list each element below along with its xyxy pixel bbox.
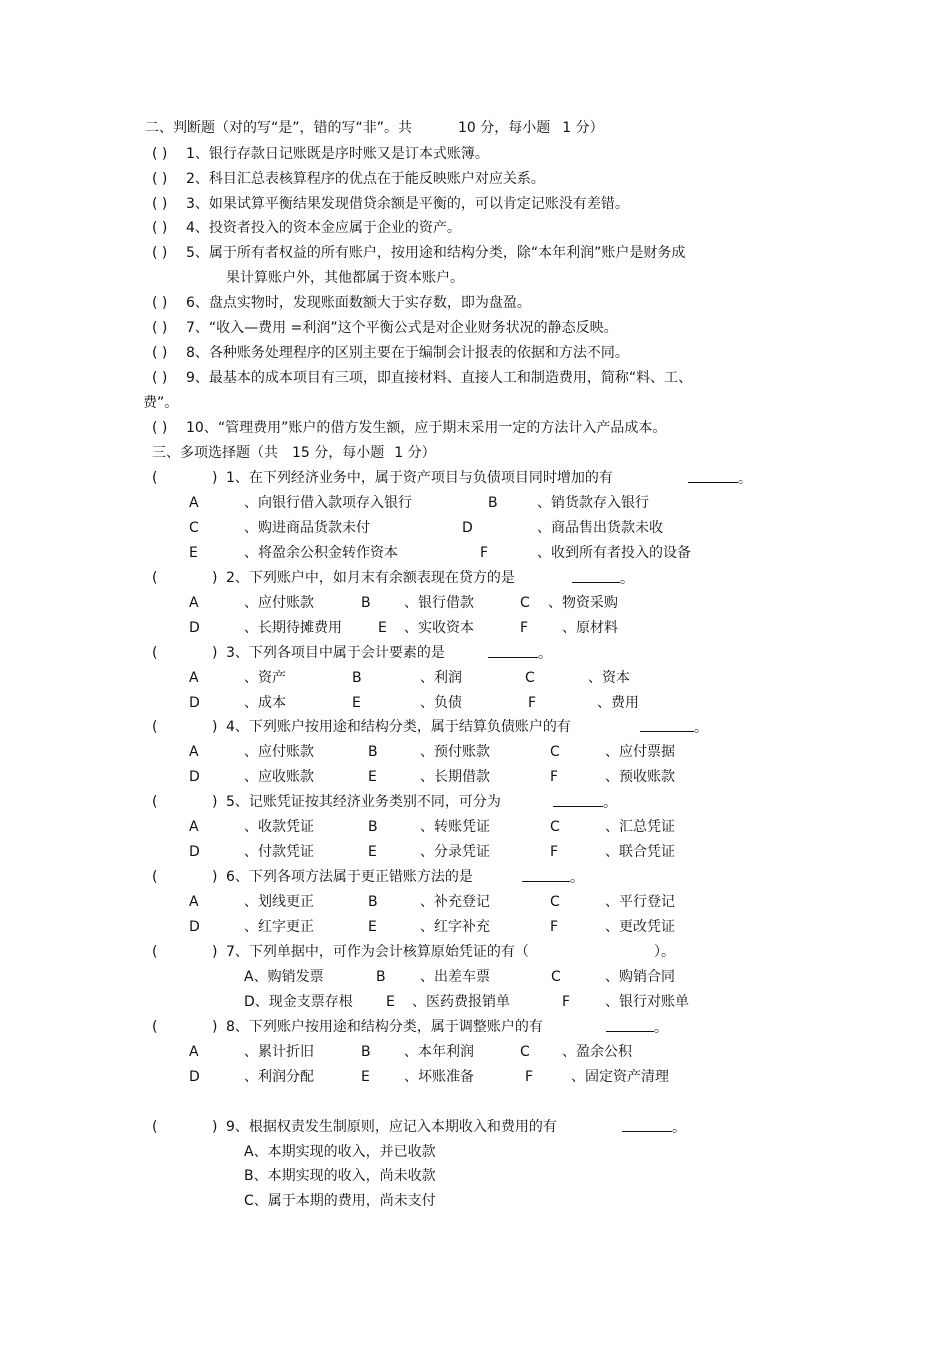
- option-letter: F: [550, 844, 559, 860]
- paren-open: (: [152, 470, 158, 486]
- question-end: 。: [694, 720, 708, 736]
- option-text: 、分录凭证: [420, 844, 490, 860]
- option-text: 、应收账款: [244, 769, 314, 785]
- paren-close: ): [212, 719, 218, 735]
- option-text: 、购销合同: [605, 969, 675, 985]
- option-letter: F: [550, 769, 559, 785]
- option-text: 、成本: [244, 695, 286, 711]
- question-9-blank: [622, 1117, 686, 1138]
- paren-close: ): [212, 570, 218, 586]
- option-text: A、购销发票: [244, 969, 324, 985]
- option-letter: C: [520, 595, 530, 611]
- judge-paren: ( ): [152, 196, 168, 212]
- paren-close: ): [212, 794, 218, 810]
- multi-heading-b: 15 分，每小题: [292, 445, 385, 461]
- option-letter: C: [525, 670, 535, 686]
- option-letter: E: [368, 769, 377, 785]
- paren-close: ): [212, 1019, 218, 1035]
- judge-item-8: 8、各种账务处理程序的区别主要在于编制会计报表的依据和方法不同。: [186, 345, 629, 361]
- judge-paren: ( ): [152, 146, 168, 162]
- option-letter: D: [189, 620, 200, 636]
- option-letter: D: [189, 844, 200, 860]
- option-text: 、联合凭证: [605, 844, 675, 860]
- judge-heading-a: 二、判断题（对的写“是”，错的写“非”。共: [145, 120, 413, 136]
- option-text: 、利润分配: [244, 1069, 314, 1085]
- option-text: 、补充登记: [420, 894, 490, 910]
- question-2-blank: [572, 568, 634, 589]
- option-letter: B: [368, 894, 378, 910]
- option-text: 、收到所有者投入的设备: [537, 545, 691, 561]
- option-letter: C: [550, 819, 560, 835]
- option-letter: E: [378, 620, 387, 636]
- option-text: 、商品售出货款未收: [537, 520, 663, 536]
- option-text: 、资产: [244, 670, 286, 686]
- option-text: 、购进商品货款未付: [244, 520, 370, 536]
- option-letter: B: [368, 744, 378, 760]
- judge-item-5-cont: 果计算账户外，其他都属于资本账户。: [226, 270, 464, 286]
- option-letter: B: [376, 969, 386, 985]
- option-text: 、销货款存入银行: [537, 495, 649, 511]
- option-text: D、现金支票存根: [244, 994, 353, 1010]
- option-text: 、资本: [588, 670, 630, 686]
- paren-close: ): [212, 1119, 218, 1135]
- question-4-stem: 4、下列账户按用途和结构分类，属于结算负债账户的有: [226, 719, 571, 735]
- judge-item-6: 6、盘点实物时，发现账面数额大于实存数，即为盘盈。: [186, 295, 531, 311]
- option-text: 、原材料: [562, 620, 618, 636]
- judge-item-9: 9、最基本的成本项目有三项，即直接材料、直接人工和制造费用，简称“料、工、: [186, 370, 693, 386]
- judge-heading: [145, 118, 604, 138]
- judge-item-4: 4、投资者投入的资本金应属于企业的资产。: [186, 220, 461, 236]
- question-1-stem: 1、在下列经济业务中，属于资产项目与负债项目同时增加的有: [226, 470, 613, 486]
- judge-item-2: 2、科目汇总表核算程序的优点在于能反映账户对应关系。: [186, 171, 545, 187]
- option-text: B、本期实现的收入，尚未收款: [244, 1168, 436, 1184]
- option-text: 、预收账款: [605, 769, 675, 785]
- option-letter: D: [189, 919, 200, 935]
- paren-close: ): [212, 470, 218, 486]
- multi-heading: [152, 443, 436, 463]
- option-text: 、坏账准备: [404, 1069, 474, 1085]
- option-letter: B: [488, 495, 498, 511]
- option-text: 、预付账款: [420, 744, 490, 760]
- judge-paren: ( ): [152, 171, 168, 187]
- paren-close: ): [212, 944, 218, 960]
- question-7-end: ）。: [654, 944, 675, 960]
- paren-open: (: [152, 1019, 158, 1035]
- question-end: 。: [620, 571, 634, 587]
- question-7-stem: 7、下列单据中，可作为会计核算原始凭证的有（: [226, 944, 529, 960]
- option-letter: A: [189, 744, 199, 760]
- question-end: 。: [738, 471, 752, 487]
- paren-open: (: [152, 869, 158, 885]
- judge-heading-b: 10 分，每小题: [458, 120, 551, 136]
- option-letter: C: [550, 894, 560, 910]
- judge-paren: ( ): [152, 245, 168, 261]
- option-text: 、银行借款: [404, 595, 474, 611]
- option-text: 、盈余公积: [562, 1044, 632, 1060]
- option-letter: C: [550, 744, 560, 760]
- option-letter: F: [562, 994, 571, 1010]
- judge-item-10: 10、“管理费用”账户的借方发生额，应于期末采用一定的方法计入产品成本。: [186, 420, 667, 436]
- paren-open: (: [152, 719, 158, 735]
- option-letter: F: [520, 620, 529, 636]
- multi-heading-a: 三、多项选择题（共: [152, 445, 278, 461]
- question-6-stem: 6、下列各项方法属于更正错账方法的是: [226, 869, 473, 885]
- judge-paren: ( ): [152, 320, 168, 336]
- question-end: 。: [538, 646, 552, 662]
- paren-close: ): [212, 645, 218, 661]
- judge-item-7: 7、“收入—费用 =利润”这个平衡公式是对企业财务状况的静态反映。: [186, 320, 618, 336]
- option-text: 、费用: [597, 695, 639, 711]
- option-letter: F: [480, 545, 489, 561]
- option-text: 、应付票据: [605, 744, 675, 760]
- option-text: 、负债: [420, 695, 462, 711]
- option-letter: C: [189, 520, 199, 536]
- option-letter: A: [189, 1044, 199, 1060]
- question-end: 。: [570, 870, 584, 886]
- option-text: 、划线更正: [244, 894, 314, 910]
- option-letter: A: [189, 495, 199, 511]
- option-text: 、红字更正: [244, 919, 314, 935]
- option-letter: A: [189, 595, 199, 611]
- option-letter: A: [189, 670, 199, 686]
- option-text: 、收款凭证: [244, 819, 314, 835]
- option-text: 、应付账款: [244, 595, 314, 611]
- option-letter: C: [551, 969, 561, 985]
- option-letter: F: [525, 1069, 534, 1085]
- option-letter: D: [189, 1069, 200, 1085]
- option-letter: E: [368, 919, 377, 935]
- judge-item-3: 3、如果试算平衡结果发现借贷余额是平衡的，可以肯定记账没有差错。: [186, 196, 629, 212]
- option-text: 、利润: [420, 670, 462, 686]
- option-text: 、累计折旧: [244, 1044, 314, 1060]
- question-3-stem: 3、下列各项目中属于会计要素的是: [226, 645, 445, 661]
- option-letter: F: [528, 695, 537, 711]
- option-letter: B: [352, 670, 362, 686]
- option-text: 、将盈余公积金转作资本: [244, 545, 398, 561]
- judge-paren: ( ): [152, 295, 168, 311]
- option-text: 、物资采购: [548, 595, 618, 611]
- option-text: 、转账凭证: [420, 819, 490, 835]
- option-letter: B: [361, 1044, 371, 1060]
- question-end: 。: [672, 1120, 686, 1136]
- multi-heading-c: 1 分）: [394, 445, 436, 461]
- option-text: 、医药费报销单: [412, 994, 510, 1010]
- question-end: 。: [654, 1020, 668, 1036]
- judge-paren: ( ): [152, 420, 168, 436]
- option-text: 、付款凭证: [244, 844, 314, 860]
- option-text: 、汇总凭证: [605, 819, 675, 835]
- question-8-stem: 8、下列账户按用途和结构分类，属于调整账户的有: [226, 1019, 543, 1035]
- option-letter: E: [189, 545, 198, 561]
- option-text: 、红字补充: [420, 919, 490, 935]
- question-9-stem: 9、根据权责发生制原则，应记入本期收入和费用的有: [226, 1119, 557, 1135]
- option-letter: C: [520, 1044, 530, 1060]
- option-letter: E: [386, 994, 395, 1010]
- option-text: 、实收资本: [404, 620, 474, 636]
- question-5-blank: [553, 792, 617, 813]
- judge-heading-c: 1 分）: [562, 120, 604, 136]
- judge-item-5: 5、属于所有者权益的所有账户，按用途和结构分类，除“本年利润”账户是财务成: [186, 245, 686, 261]
- option-letter: D: [462, 520, 473, 536]
- question-6-blank: [522, 867, 584, 888]
- option-letter: F: [550, 919, 559, 935]
- option-text: 、长期借款: [420, 769, 490, 785]
- judge-paren: ( ): [152, 220, 168, 236]
- option-letter: A: [189, 819, 199, 835]
- paren-open: (: [152, 645, 158, 661]
- option-text: C、属于本期的费用，尚未支付: [244, 1193, 436, 1209]
- option-text: 、更改凭证: [605, 919, 675, 935]
- option-letter: B: [361, 595, 371, 611]
- option-text: 、向银行借入款项存入银行: [244, 495, 412, 511]
- question-end: 。: [603, 795, 617, 811]
- option-letter: A: [189, 894, 199, 910]
- option-letter: D: [189, 695, 200, 711]
- judge-paren: ( ): [152, 370, 168, 386]
- question-1-blank: [688, 468, 752, 489]
- option-text: 、银行对账单: [605, 994, 689, 1010]
- question-3-blank: [488, 643, 552, 664]
- option-text: 、本年利润: [404, 1044, 474, 1060]
- paren-open: (: [152, 570, 158, 586]
- question-4-blank: [640, 717, 708, 738]
- judge-item-9-cont: 费”。: [143, 395, 179, 411]
- judge-paren: ( ): [152, 345, 168, 361]
- option-letter: E: [352, 695, 361, 711]
- option-text: 、应付账款: [244, 744, 314, 760]
- option-text: 、固定资产清理: [571, 1069, 669, 1085]
- option-letter: E: [361, 1069, 370, 1085]
- option-text: 、长期待摊费用: [244, 620, 342, 636]
- paren-open: (: [152, 794, 158, 810]
- option-letter: D: [189, 769, 200, 785]
- question-8-blank: [606, 1017, 668, 1038]
- paren-open: (: [152, 1119, 158, 1135]
- question-5-stem: 5、记账凭证按其经济业务类别不同，可分为: [226, 794, 501, 810]
- paren-close: ): [212, 869, 218, 885]
- option-text: 、出差车票: [420, 969, 490, 985]
- option-letter: B: [368, 819, 378, 835]
- option-text: 、平行登记: [605, 894, 675, 910]
- question-2-stem: 2、下列账户中，如月末有余额表现在贷方的是: [226, 570, 515, 586]
- judge-item-1: 1、银行存款日记账既是序时账又是订本式账簿。: [186, 146, 489, 162]
- paren-open: (: [152, 944, 158, 960]
- option-letter: E: [368, 844, 377, 860]
- option-text: A、本期实现的收入，并已收款: [244, 1144, 436, 1160]
